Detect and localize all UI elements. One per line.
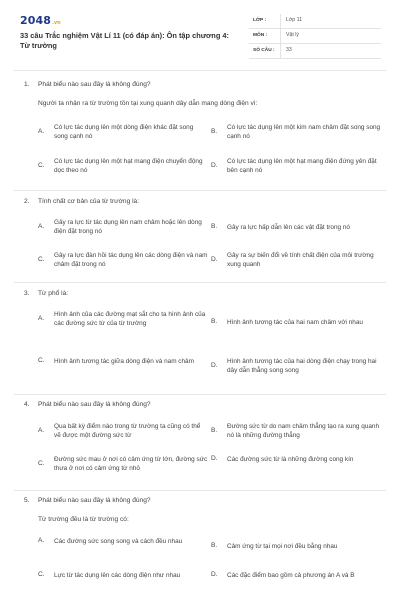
logo-domain-text: .vn	[52, 20, 61, 26]
question-subtext: Từ trường đều là từ trường có:	[38, 516, 129, 523]
question-heading	[24, 497, 151, 506]
option-c[interactable]	[38, 571, 208, 580]
option-letter: A.	[38, 537, 45, 545]
option-text: Hình ảnh tương tác giữa dòng điện và nam châm	[54, 358, 194, 365]
meta-label: SỐ CÂU :	[253, 47, 275, 53]
document-title: 33 câu Trắc nghiệm Vật Lí 11 (có đáp án): Ôn tập chương 4: Từ trường	[20, 31, 229, 50]
option-letter: A.	[38, 314, 45, 322]
meta-row-count	[249, 44, 381, 59]
option-letter: A.	[38, 222, 45, 230]
option-b[interactable]	[211, 422, 383, 441]
option-c[interactable]	[38, 357, 208, 366]
option-text: Có lực tác dụng lên một kim nam châm đặt song song cạnh nó	[227, 124, 381, 141]
question-text: Tính chất cơ bản của từ trường là:	[38, 198, 140, 205]
option-letter: D.	[211, 455, 218, 463]
option-letter: D.	[211, 361, 218, 369]
option-text: Gây ra lực đàn hồi tác dụng lên các dòng điện và nam châm đặt trong nó	[54, 252, 208, 269]
option-letter: B.	[211, 223, 218, 231]
option-text: Lực từ tác dụng lên các dòng điện như nhau	[54, 572, 181, 579]
option-d[interactable]	[211, 455, 383, 464]
option-b[interactable]	[211, 223, 383, 232]
meta-value: 33	[280, 44, 381, 58]
question-divider	[14, 282, 386, 283]
option-text: Hình ảnh tương tác của hai nam châm với nhau	[227, 319, 363, 326]
option-letter: B.	[211, 426, 218, 434]
question-number: 5.	[24, 497, 30, 504]
question-heading	[24, 290, 68, 299]
document-meta-table	[249, 14, 381, 59]
option-d[interactable]	[211, 357, 383, 376]
option-b[interactable]	[211, 542, 383, 551]
option-letter: C.	[38, 459, 45, 467]
meta-label: LỚP :	[253, 17, 267, 23]
option-text: Đường sức từ do nam châm thẳng tạo ra xung quanh nó là những đường thẳng	[227, 423, 380, 440]
option-a[interactable]	[38, 537, 208, 546]
option-text: Có lực tác dụng lên một dòng điện khác đặt song song cạnh nó	[54, 124, 194, 141]
option-text: Các đường sức từ là những đường cong kín	[227, 456, 354, 463]
option-c[interactable]	[38, 455, 208, 474]
option-letter: D.	[211, 255, 218, 263]
option-text: Đường sức mau ở nơi có cảm ứng từ lớn, đường sức thưa ở nơi có cảm ứng từ nhỏ	[54, 456, 208, 473]
option-text: Gây ra lực từ tác dụng lên nam châm hoặc lên dòng điện đặt trong nó	[54, 219, 202, 236]
option-d[interactable]	[211, 571, 383, 580]
question-text: Từ phổ là:	[38, 290, 69, 297]
question-heading	[24, 198, 139, 207]
option-text: Có lực tác dụng lên một hạt mang điện đứng yên đặt bên cạnh nó	[227, 158, 377, 175]
option-letter: A.	[38, 127, 45, 135]
document-header	[0, 0, 400, 62]
meta-value: Vật lý	[280, 29, 381, 43]
question-number: 3.	[24, 290, 30, 297]
question-number: 1.	[24, 81, 30, 88]
option-letter: B.	[211, 542, 218, 550]
option-letter: A.	[38, 426, 45, 434]
option-c[interactable]	[38, 157, 208, 176]
option-text: Cảm ứng từ tại mọi nơi đều bằng nhau	[227, 543, 338, 550]
option-a[interactable]	[38, 123, 208, 142]
meta-row-class	[249, 14, 381, 29]
question-heading	[24, 401, 151, 410]
option-letter: C.	[38, 571, 45, 579]
option-a[interactable]	[38, 310, 208, 329]
option-b[interactable]	[211, 123, 383, 142]
question-text: Phát biểu nào sau đây là không đúng?	[38, 81, 151, 88]
meta-row-subject	[249, 29, 381, 44]
option-text: Gây ra lực hấp dẫn lên các vật đặt trong nó	[227, 224, 350, 231]
option-letter: C.	[38, 357, 45, 365]
question-text: Phát biểu nào sau đây là không đúng?	[38, 497, 151, 504]
option-c[interactable]	[38, 251, 208, 270]
option-a[interactable]	[38, 422, 208, 441]
header-divider	[14, 70, 386, 71]
option-text: Qua bất kỳ điểm nào trong từ trường ta cũng có thể vẽ được một đường sức từ	[54, 423, 201, 440]
option-letter: B.	[211, 127, 218, 135]
option-text: Hình ảnh của các đường mạt sắt cho ta hình ảnh của các đường sức từ của từ trường	[54, 311, 206, 328]
option-text: Các đặc điểm bao gồm cả phương án A và B	[227, 572, 355, 579]
meta-label: MÔN :	[253, 32, 268, 38]
question-number: 2.	[24, 198, 30, 205]
question-subtext: Người ta nhận ra từ trường tồn tại xung quanh dây dẫn mang dòng điện vì:	[38, 100, 258, 107]
option-text: Hình ảnh tương tác của hai dòng điện chạy trong hai dây dẫn thẳng song song	[227, 358, 377, 375]
question-divider	[14, 490, 386, 491]
option-letter: C.	[38, 255, 45, 263]
logo-main-text: 2048	[20, 14, 52, 27]
option-letter: B.	[211, 318, 218, 326]
meta-value: Lớp 11	[280, 14, 381, 28]
question-text: Phát biểu nào sau đây là không đúng?	[38, 401, 151, 408]
question-heading	[24, 81, 151, 90]
option-d[interactable]	[211, 157, 383, 176]
question-number: 4.	[24, 401, 30, 408]
option-d[interactable]	[211, 251, 383, 270]
option-letter: D.	[211, 571, 218, 579]
question-divider	[14, 190, 386, 191]
site-logo[interactable]	[20, 14, 61, 29]
option-letter: D.	[211, 161, 218, 169]
option-letter: C.	[38, 161, 45, 169]
option-text: Gây ra sự biến đổi về tính chất điện của môi trường xung quanh	[227, 252, 374, 269]
question-divider	[14, 394, 386, 395]
option-text: Các đường sức song song và cách đều nhau	[54, 538, 183, 545]
option-b[interactable]	[211, 318, 383, 327]
option-text: Có lực tác dụng lên một hạt mang điện chuyển động dọc theo nó	[54, 158, 203, 175]
option-a[interactable]	[38, 218, 208, 237]
